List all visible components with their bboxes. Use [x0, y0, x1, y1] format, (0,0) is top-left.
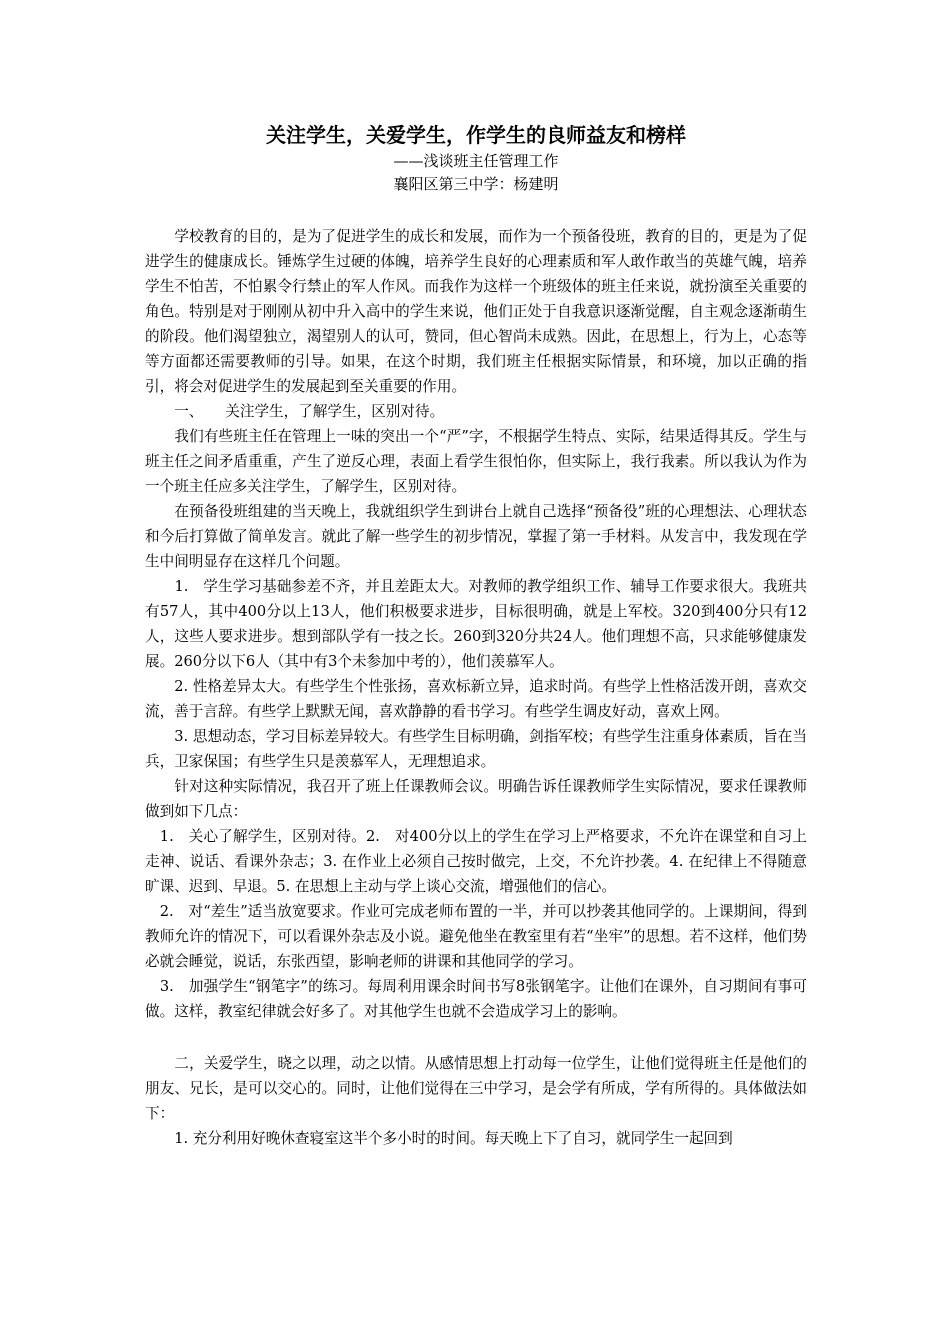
- list-item: 2. 对“差生”适当放宽要求。作业可完成老师布置的一半，并可以抄袭其他同学的。上课期间，得到教师允许的情况下，可以看课外杂志及小说。避免他坐在教室里有若“坐牢”的思想。若不这样，他们势必就会睡觉，说话，东张西望，影响老师的讲课和其他同学的学习。: [145, 903, 807, 970]
- document-page: [145, 120, 807, 1151]
- list-item: 1. 关心了解学生，区别对待。2. 对400分以上的学生在学习上严格要求，不允许在课堂和自习上走神、说话、看课外杂志；3. 在作业上必须自己按时做完，上交，不允许抄袭。4. 在纪律上不得随意旷课、迟到、早退。5. 在思想上主动与学上谈心交流，增强他们的信心。: [145, 828, 807, 895]
- paragraph: 在预备役班组建的当天晚上，我就组织学生到讲台上就自己选择“预备役”班的心理想法、心理状态和今后打算做了简单发言。就此了解一些学生的初步情况，掌握了第一手材料。从发言中，我发现在学生中间明显存在这样几个问题。: [145, 503, 807, 570]
- paragraph: 针对这种实际情况，我召开了班上任课教师会议。明确告诉任课教师学生实际情况，要求任课教师做到如下几点：: [145, 778, 807, 820]
- document-subtitle: ——浅谈班主任管理工作: [393, 152, 559, 170]
- section-heading-1: 一、 关注学生，了解学生，区别对待。: [145, 403, 445, 420]
- document-title: 关注学生，关爱学生，作学生的良师益友和榜样: [266, 123, 686, 147]
- paragraph: 我们有些班主任在管理上一味的突出一个“严”字，不根据学生特点、实际，结果适得其反。学生与班主任之间矛盾重重，产生了逆反心理，表面上看学生很怕你，但实际上，我行我素。所以我认为作为一个班主任应多关注学生，了解学生，区别对待。: [145, 428, 807, 495]
- list-item: 2. 性格差异太大。有些学生个性张扬，喜欢标新立异，追求时尚。有些学上性格活泼开朗，喜欢交流，善于言辞。有些学上默默无闻，喜欢静静的看书学习。有些学生调皮好动，喜欢上网。: [145, 678, 807, 720]
- list-item: 3. 加强学生“钢笔字”的练习。每周利用课余时间书写8张钢笔字。让他们在课外，自习期间有事可做。这样，教室纪律就会好多了。对其他学生也就不会造成学习上的影响。: [145, 978, 807, 1020]
- list-item: 1. 充分利用好晚休查寝室这半个多小时的时间。每天晚上下了自习，就同学生一起回到: [145, 1130, 733, 1147]
- list-item: 1. 学生学习基础参差不齐，并且差距太大。对教师的教学组织工作、辅导工作要求很大。我班共有57人，其中400分以上13人，他们积极要求进步，目标很明确，就是上军校。320到400分只有12人，这些人要求进步。想到部队学有一技之长。260到320分共24人。他们理想不高，只求能够健康发展。260分以下6人（其中有3个未参加中考的），他们羡慕军人。: [145, 578, 807, 670]
- paragraph-intro: 学校教育的目的，是为了促进学生的成长和发展，而作为一个预备役班，教育的目的，更是为了促进学生的健康成长。锤炼学生过硬的体魄，培养学生良好的心理素质和军人敢作敢当的英雄气魄，培养学生不怕苦，不怕累令行禁止的军人作风。而我作为这样一个班级体的班主任来说，就扮演至关重要的角色。特别是对于刚刚从初中升入高中的学生来说，他们正处于自我意识逐渐觉醒，自主观念逐渐萌生的阶段。他们渴望独立，渴望别人的认可，赞同，但心智尚未成熟。因此，在思想上，行为上，心态等等方面都还需要教师的引导。如果，在这个时期，我们班主任根据实际情景，和环境，加以正确的指引，将会对促进学生的发展起到至关重要的作用。: [145, 228, 807, 395]
- blank-line: [145, 1024, 807, 1051]
- document-author: 襄阳区第三中学：杨建明: [393, 175, 559, 193]
- list-item: 3. 思想动态，学习目标差异较大。有些学生目标明确，剑指军校；有些学生注重身体素质，旨在当兵，卫家保国；有些学生只是羡慕军人，无理想追求。: [145, 728, 807, 770]
- spacer: [145, 196, 807, 224]
- section-heading-2: 二，关爱学生，晓之以理，动之以情。从感情思想上打动每一位学生，让他们觉得班主任是他们的朋友、兄长，是可以交心的。同时，让他们觉得在三中学习，是会学有所成，学有所得的。具体做法如下：: [145, 1055, 807, 1122]
